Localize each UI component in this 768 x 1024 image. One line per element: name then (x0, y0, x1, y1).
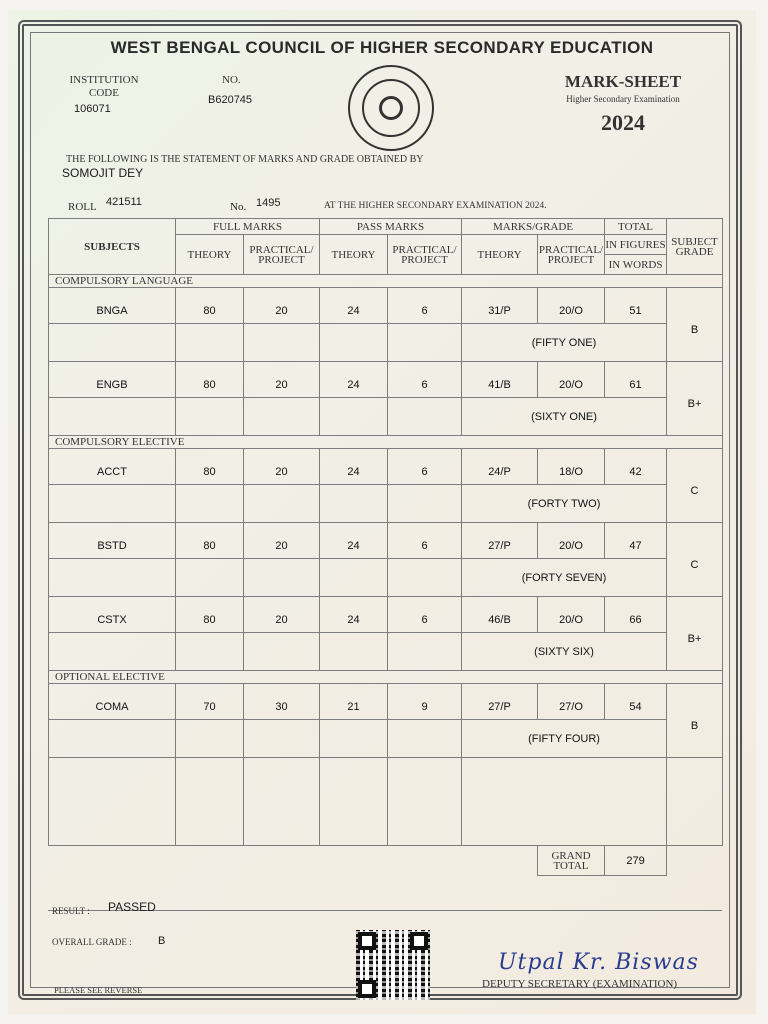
obtained-theory: 31/P (462, 288, 538, 324)
signature: Utpal Kr. Biswas (498, 950, 699, 975)
student-name: SOMOJIT DEY (62, 166, 144, 180)
full-theory: 80 (176, 288, 244, 324)
obtained-practical: 20/O (538, 288, 605, 324)
empty-cell (667, 846, 723, 876)
statement-intro: THE FOLLOWING IS THE STATEMENT OF MARKS AND GRADE OBTAINED BY (66, 154, 424, 165)
obtained-theory: 27/P (462, 684, 538, 720)
pass-practical: 6 (388, 288, 462, 324)
pass-practical: 6 (388, 449, 462, 485)
full-practical: 20 (244, 597, 320, 633)
empty-cell (49, 485, 176, 523)
pm-practical-header: PRACTICAL/ PROJECT (388, 235, 462, 275)
full-practical: 30 (244, 684, 320, 720)
empty-cell (244, 633, 320, 671)
empty-cell (176, 559, 244, 597)
subject-name: ACCT (49, 449, 176, 485)
empty-cell (320, 559, 388, 597)
total-words: (FIFTY ONE) (462, 324, 667, 362)
exam-text: AT THE HIGHER SECONDARY EXAMINATION 2024. (324, 201, 547, 211)
empty-cell (320, 633, 388, 671)
subject-name: BSTD (49, 523, 176, 559)
full-theory: 80 (176, 362, 244, 398)
full-theory: 80 (176, 597, 244, 633)
subject-grade: C (667, 449, 723, 523)
pass-practical: 6 (388, 523, 462, 559)
empty-cell (388, 633, 462, 671)
empty-cell (388, 485, 462, 523)
empty-cell (320, 398, 388, 436)
full-theory: 80 (176, 523, 244, 559)
empty-cell (244, 720, 320, 758)
mg-practical-header: PRACTICAL/ PROJECT (538, 235, 605, 275)
signatory-title: DEPUTY SECRETARY (EXAMINATION) (482, 978, 678, 990)
total-words: (FORTY SEVEN) (462, 559, 667, 597)
subjects-header: SUBJECTS (49, 219, 176, 275)
empty-cell (667, 758, 723, 846)
overall-grade-label: OVERALL GRADE : (52, 937, 132, 947)
marksheet (8, 10, 756, 1014)
empty-cell (388, 398, 462, 436)
council-title: WEST BENGAL COUNCIL OF HIGHER SECONDARY EDUCATION (110, 38, 654, 57)
roll-label: ROLL (68, 201, 97, 213)
empty-cell (176, 485, 244, 523)
qr-finder-icon (358, 932, 376, 950)
empty-cell (49, 720, 176, 758)
pm-theory-header: THEORY (320, 235, 388, 275)
result-value: PASSED (108, 900, 156, 914)
subject-name: COMA (49, 684, 176, 720)
subject-name: CSTX (49, 597, 176, 633)
total-figures: 61 (605, 362, 667, 398)
total-figures: 47 (605, 523, 667, 559)
empty-cell (244, 398, 320, 436)
exam-name: Higher Secondary Examination (566, 94, 680, 104)
empty-cell (320, 324, 388, 362)
seal-center (379, 96, 403, 120)
category-row: COMPULSORY LANGUAGE (49, 275, 723, 288)
qr-finder-icon (410, 932, 428, 950)
grand-total-value: 279 (605, 846, 667, 876)
empty-cell (244, 485, 320, 523)
empty-cell (388, 758, 462, 846)
empty-cell (49, 398, 176, 436)
full-practical: 20 (244, 449, 320, 485)
roll-no-value: 1495 (256, 197, 281, 209)
obtained-practical: 20/O (538, 523, 605, 559)
subject-name: ENGB (49, 362, 176, 398)
qr-code-icon (356, 930, 430, 1000)
empty-cell (388, 559, 462, 597)
total-words: (FIFTY FOUR) (462, 720, 667, 758)
total-figures: 66 (605, 597, 667, 633)
obtained-practical: 27/O (538, 684, 605, 720)
full-marks-header: FULL MARKS (176, 219, 320, 235)
serial-no-label: NO. (222, 74, 241, 86)
subject-grade-header: SUBJECT GRADE (667, 219, 723, 275)
empty-cell (176, 633, 244, 671)
grand-total-label: GRAND TOTAL (538, 846, 605, 876)
pass-theory: 24 (320, 597, 388, 633)
empty-cell (49, 559, 176, 597)
obtained-theory: 27/P (462, 523, 538, 559)
empty-cell (176, 324, 244, 362)
full-theory: 70 (176, 684, 244, 720)
pass-marks-header: PASS MARKS (320, 219, 462, 235)
empty-cell (49, 846, 538, 876)
result-label: RESULT : (52, 906, 90, 916)
subject-grade: B+ (667, 362, 723, 436)
empty-cell (49, 633, 176, 671)
empty-cell (244, 758, 320, 846)
in-figures-header: IN FIGURES (605, 235, 667, 255)
empty-cell (244, 324, 320, 362)
total-words: (SIXTY SIX) (462, 633, 667, 671)
obtained-practical: 20/O (538, 597, 605, 633)
category-row: COMPULSORY ELECTIVE (49, 436, 723, 449)
pass-practical: 6 (388, 362, 462, 398)
total-header: TOTAL (605, 219, 667, 235)
sheet-title: MARK-SHEET (564, 72, 682, 91)
empty-cell (388, 324, 462, 362)
fm-theory-header: THEORY (176, 235, 244, 275)
subject-grade: C (667, 523, 723, 597)
pass-theory: 24 (320, 523, 388, 559)
category-row: OPTIONAL ELECTIVE (49, 671, 723, 684)
roll-value: 421511 (106, 196, 142, 208)
obtained-practical: 18/O (538, 449, 605, 485)
empty-cell (244, 559, 320, 597)
mg-theory-header: THEORY (462, 235, 538, 275)
institution-code: 106071 (74, 103, 111, 115)
qr-finder-icon (358, 980, 376, 998)
empty-cell (388, 720, 462, 758)
full-theory: 80 (176, 449, 244, 485)
full-practical: 20 (244, 523, 320, 559)
total-figures: 42 (605, 449, 667, 485)
roll-no-label: No. (230, 201, 247, 213)
pass-theory: 24 (320, 362, 388, 398)
obtained-theory: 41/B (462, 362, 538, 398)
empty-cell (320, 485, 388, 523)
obtained-practical: 20/O (538, 362, 605, 398)
institution-label: INSTITUTION (69, 74, 139, 86)
overall-grade-value: B (158, 935, 166, 947)
fm-practical-header: PRACTICAL/ PROJECT (244, 235, 320, 275)
exam-year: 2024 (601, 110, 645, 135)
empty-cell (176, 720, 244, 758)
subject-grade: B (667, 684, 723, 758)
marks-table (48, 218, 723, 876)
obtained-theory: 46/B (462, 597, 538, 633)
total-figures: 54 (605, 684, 667, 720)
full-practical: 20 (244, 362, 320, 398)
code-label: CODE (89, 87, 119, 99)
full-practical: 20 (244, 288, 320, 324)
pass-practical: 6 (388, 597, 462, 633)
reverse-note: PLEASE SEE REVERSE (54, 985, 143, 995)
pass-theory: 24 (320, 449, 388, 485)
total-words: (FORTY TWO) (462, 485, 667, 523)
marks-grade-header: MARKS/GRADE (462, 219, 605, 235)
empty-cell (49, 324, 176, 362)
total-figures: 51 (605, 288, 667, 324)
empty-cell (320, 720, 388, 758)
empty-cell (320, 758, 388, 846)
obtained-theory: 24/P (462, 449, 538, 485)
subject-grade: B+ (667, 597, 723, 671)
empty-cell (462, 758, 667, 846)
empty-cell (176, 758, 244, 846)
pass-theory: 21 (320, 684, 388, 720)
in-words-header: IN WORDS (605, 255, 667, 275)
subject-grade: B (667, 288, 723, 362)
pass-theory: 24 (320, 288, 388, 324)
subject-name: BNGA (49, 288, 176, 324)
empty-cell (176, 398, 244, 436)
total-words: (SIXTY ONE) (462, 398, 667, 436)
pass-practical: 9 (388, 684, 462, 720)
empty-cell (49, 758, 176, 846)
serial-no: B620745 (208, 94, 253, 106)
